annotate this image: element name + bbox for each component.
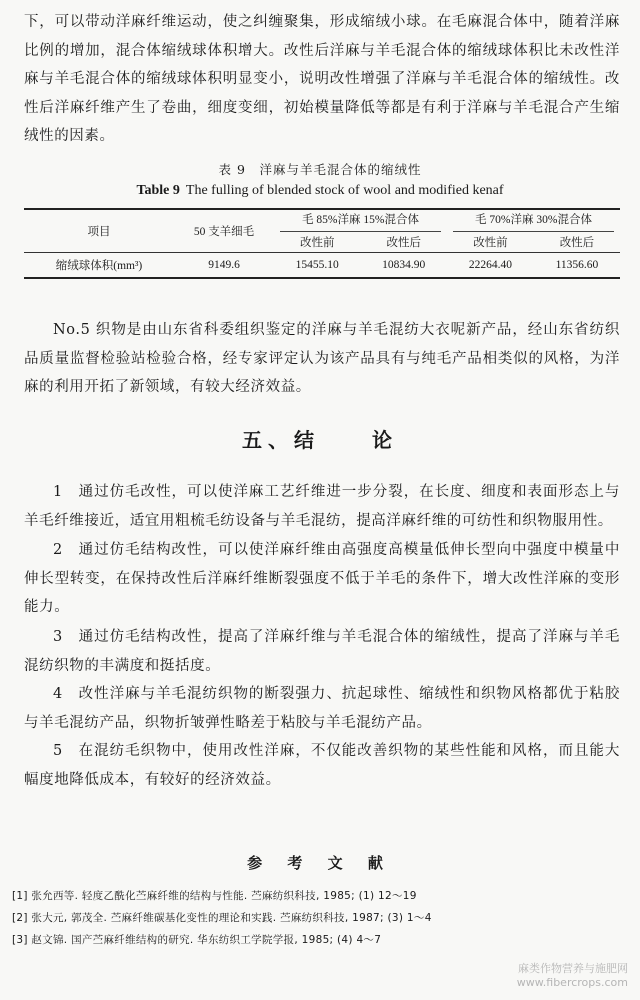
table-caption-english [0, 183, 640, 199]
cell-70-before: 22264.40 [447, 253, 534, 279]
table-caption-label: Table 9 [136, 183, 180, 198]
site-watermark [517, 962, 628, 990]
header-group-70 [447, 209, 620, 232]
cell-70-after: 11356.60 [534, 253, 620, 279]
conclusion-item-4: 4 改性洋麻与羊毛混纺织物的断裂强力、抗起球性、缩绒性和织物风格都优于粘胶与羊毛混纺产品，织物折皱弹性略差于粘胶与羊毛混纺产品。 [24, 686, 620, 731]
header-70-before: 改性前 [473, 237, 508, 249]
intro-paragraph: 下，可以带动洋麻纤维运动，使之纠缠聚集，形成缩绒小球。在毛麻混合体中，随着洋麻比例的增加，混合体缩绒球体积增大。改性后洋麻与羊毛混合体的缩绒球体积比未改性洋麻与羊毛混合体的缩绒球体积明显变小，说明改性增强了洋麻与羊毛混合体的缩绒性。改性后洋麻纤维产生了卷曲，细度变细，初始模量降低等都是有利于洋麻与羊毛混合产生缩绒性的因素。 [24, 14, 620, 144]
table-header-row [24, 209, 620, 232]
row-label: 缩绒球体积(mm³) [24, 253, 174, 279]
reference-item-1: [1] 张允西等. 轻度乙酰化苎麻纤维的结构与性能. 苎麻纺织科技, 1985; (1) 12～19 [12, 890, 417, 902]
header-group-85 [274, 209, 447, 232]
fulling-table [24, 208, 620, 279]
reference-item-2: [2] 张大元, 郭茂全. 苎麻纤维碳基化变性的理论和实践. 苎麻纺织科技, 1987; (3) 1～4 [12, 912, 432, 924]
conclusion-item-1: 1 通过仿毛改性，可以使洋麻工艺纤维进一步分裂，在长度、细度和表面形态上与羊毛纤维接近，适宜用粗梳毛纺设备与羊毛混纺，提高洋麻纤维的可纺性和织物服用性。 [24, 484, 620, 529]
section-heading: 五、结 论 [242, 428, 398, 452]
header-70-after: 改性后 [559, 237, 595, 249]
no5-paragraph: No.5 织物是由山东省科委组织鉴定的洋麻与羊毛混纺大衣呢新产品，经山东省纺织品质量监督检验站检验合格，经专家评定认为该产品具有与纯毛产品相类似的风格，为洋麻的利用开拓了新领域，有较大经济效益。 [24, 322, 620, 395]
table-data-row [24, 253, 620, 279]
header-50-wool: 50 支羊细毛 [174, 209, 274, 253]
header-group-85-label: 毛 85%洋麻 15%混合体 [280, 210, 441, 232]
header-group-70-label: 毛 70%洋麻 30%混合体 [453, 210, 614, 232]
header-85-before: 改性前 [299, 237, 335, 249]
watermark-title: 麻类作物营养与施肥网 [518, 962, 628, 975]
watermark-url: www.fibercrops.com [516, 976, 628, 989]
references-heading: 参 考 文 献 [247, 854, 393, 872]
header-85-after: 改性后 [386, 237, 421, 249]
cell-85-before: 15455.10 [274, 253, 360, 279]
reference-item-3: [3] 赵文锦. 国产苎麻纤维结构的研究. 华东纺织工学院学报, 1985; (4) 4～7 [12, 934, 382, 946]
cell-85-after: 10834.90 [360, 253, 447, 279]
table-caption-chinese: 表 9 洋麻与羊毛混合体的缩绒性 [218, 162, 422, 177]
conclusion-item-2: 2 通过仿毛结构改性，可以使洋麻纤维由高强度高模量低伸长型向中强度中模量中伸长型转变，在保持改性后洋麻纤维断裂强度不低于羊毛的条件下，增大改性洋麻的变形能力。 [24, 542, 620, 615]
header-item: 项目 [24, 209, 174, 253]
conclusion-item-3: 3 通过仿毛结构改性，提高了洋麻纤维与羊毛混合体的缩绒性，提高了洋麻与羊毛混纺织物的丰满度和挺括度。 [24, 629, 620, 674]
cell-50-wool: 9149.6 [174, 253, 274, 279]
conclusion-item-5: 5 在混纺毛织物中，使用改性洋麻，不仅能改善织物的某些性能和风格，而且能大幅度地降低成本，有较好的经济效益。 [24, 743, 620, 788]
table-caption-text: The fulling of blended stock of wool and modified kenaf [185, 183, 504, 198]
